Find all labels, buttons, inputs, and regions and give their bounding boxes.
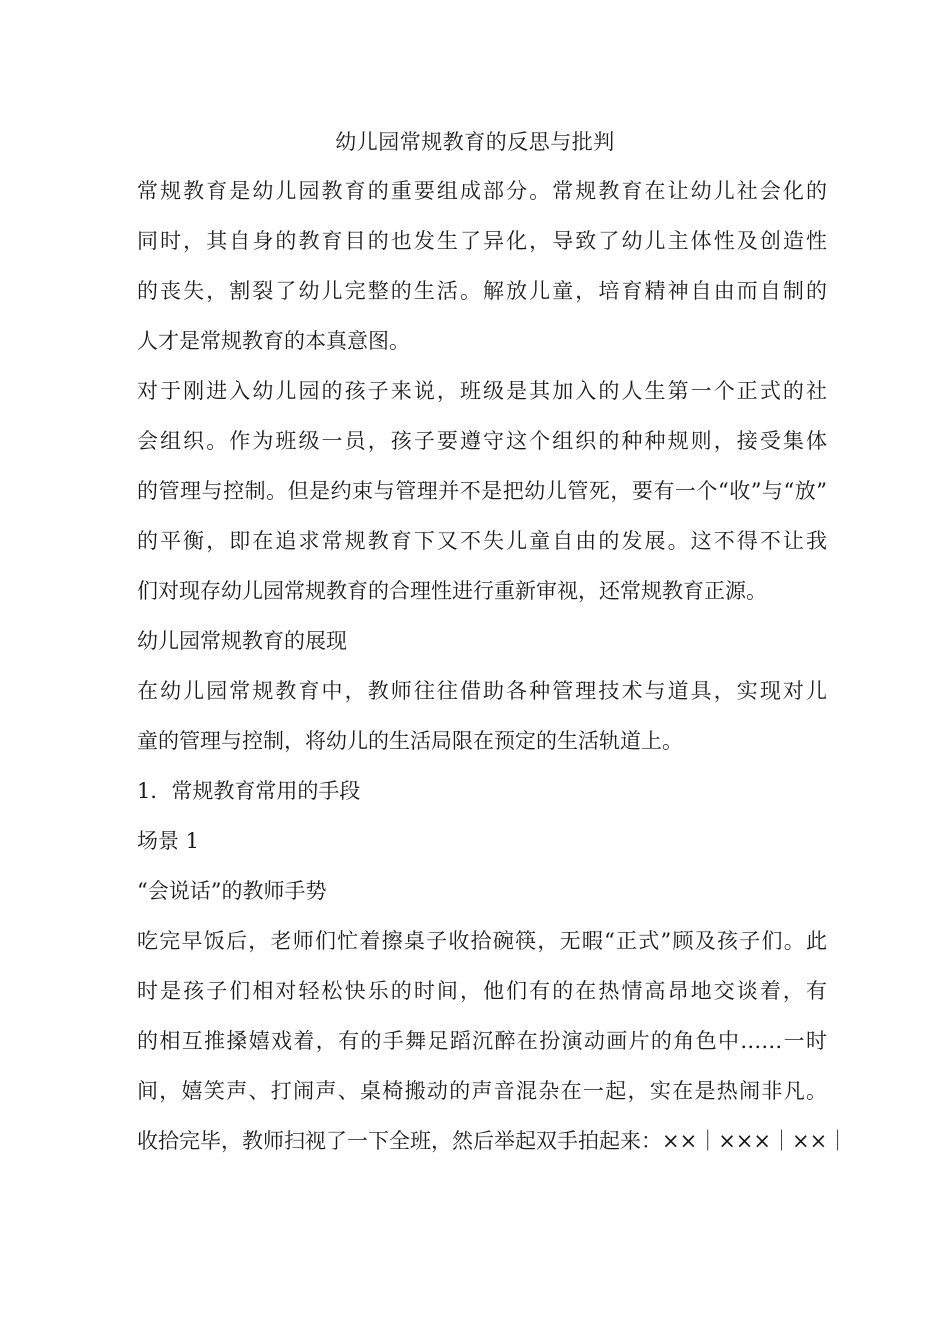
scene-label (137, 816, 827, 866)
text-line: 人才是常规教育的本真意图。 (137, 329, 410, 353)
paragraph-background (137, 366, 827, 616)
text-line: 时是孩子们相对轻松快乐的时间，他们有的在热情高昂地交谈着，有 (137, 979, 827, 1003)
paragraph-scene (137, 916, 849, 1166)
text-line: 对于刚进入幼儿园的孩子来说，班级是其加入的人生第一个正式的社 (137, 379, 827, 403)
text-line: 童的管理与控制，将幼儿的生活局限在预定的生活轨道上。 (137, 729, 683, 753)
text-line: 常规教育是幼儿园教育的重要组成部分。常规教育在让幼儿社会化的 (137, 179, 827, 203)
text-line: 同时，其自身的教育目的也发生了异化，导致了幼儿主体性及创造性 (137, 229, 827, 253)
heading-text: 1．常规教育常用的手段 (137, 779, 361, 803)
subsection-heading (137, 766, 827, 816)
text-line: 会组织。作为班级一员，孩子要遵守这个组织的种种规则，接受集体 (137, 429, 827, 453)
heading-text: 幼儿园常规教育的展现 (137, 629, 347, 653)
text-line: 的平衡，即在追求常规教育下又不失儿童自由的发展。这不得不让我 (137, 529, 827, 553)
text-line: 间，嬉笑声、打闹声、桌椅搬动的声音混杂在一起，实在是热闹非凡。 (137, 1079, 827, 1103)
paragraph-intro (137, 166, 827, 366)
text-line: 们对现存幼儿园常规教育的合理性进行重新审视，还常规教育正源。 (137, 579, 767, 603)
text-line: 收拾完毕，教师扫视了一下全班，然后举起双手拍起来：××｜×××｜××｜ (137, 1129, 849, 1153)
text-line: 的相互推搡嬉戏着，有的手舞足蹈沉醉在扮演动画片的角色中……一时 (137, 1029, 827, 1053)
scene-title-text: “会说话”的教师手势 (137, 879, 327, 903)
scene-label-text: 场景 1 (137, 829, 200, 853)
scene-title (137, 866, 827, 916)
section-heading (137, 616, 827, 666)
text-line: 吃完早饭后，老师们忙着擦桌子收拾碗筷，无暇“正式”顾及孩子们。此 (137, 929, 827, 953)
document-title: 幼儿园常规教育的反思与批判 (335, 130, 615, 154)
paragraph-display (137, 666, 827, 766)
text-line: 的丧失，割裂了幼儿完整的生活。解放儿童，培育精神自由而自制的 (137, 279, 827, 303)
text-line: 在幼儿园常规教育中，教师往往借助各种管理技术与道具，实现对儿 (137, 679, 827, 703)
text-line: 的管理与控制。但是约束与管理并不是把幼儿管死，要有一个“收”与“放” (137, 479, 827, 503)
